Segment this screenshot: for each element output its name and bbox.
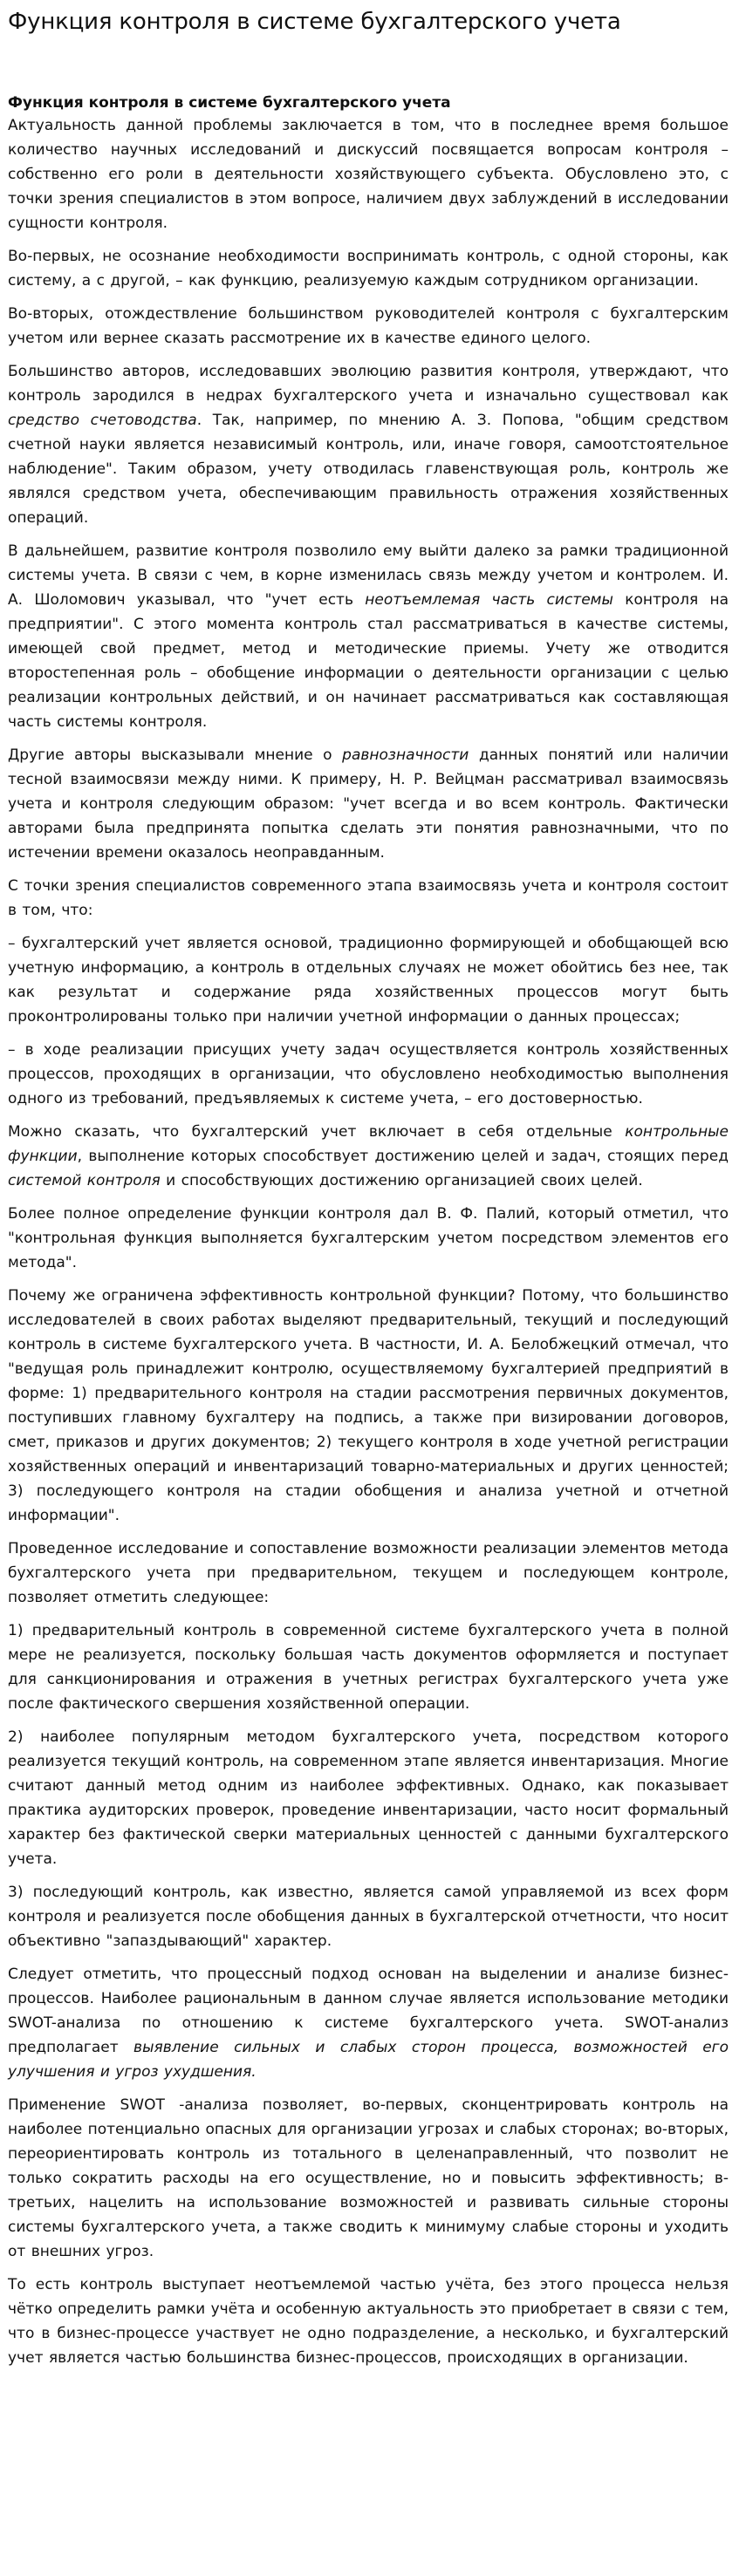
paragraph-swot-application: Применение SWOT -анализа позволяет, во-первых, сконцентрировать контроль на наиболее потенциально опасных для организации угрозах и слабых сторонах; во-вторых, переориентировать контроль из тотального в целенаправленный, что позволит не только сократить расходы на его осуществление, но и повысить эффективность; в-третьих, нацелить на использование возможностей и развивать сильные стороны системы бухгалтерского учета, а также сводить к минимуму слабые стороны и уходить от внешних угроз. bbox=[8, 2096, 729, 2260]
paragraph-first-misconception: Во-первых, не осознание необходимости воспринимать контроль, с одной стороны, как систему, а с другой, – как функцию, реализуемую каждым сотрудником организации. bbox=[8, 248, 729, 290]
paragraph-paliy-definition: Более полное определение функции контроля дал В. Ф. Палий, который отметил, что "контрольная функция выполняется бухгалтерским учетом посредством элементов его метода". bbox=[8, 1205, 729, 1271]
paragraph-origin-of-control: Большинство авторов, исследовавших эволюцию развития контроля, утверждают, что контроль зародился в недрах бухгалтерского учета и изначально существовал как средство счетоводства. Так, например, по мнению А. З. Попова, "общим средством счетной науки является независимый контроль, или, иначе говоря, самоотстоятельное наблюдение". Таким образом, учету отводилась главенствующая роль, контроль же являлся средством учета, обеспечивающим правильность отражения хозяйственных операций. bbox=[8, 363, 729, 527]
list-item-reliability: – в ходе реализации присущих учету задач осуществляется контроль хозяйственных процессов, проходящих в организации, что обусловлено необходимостью выполнения одного из требований, предъявляемых к системе учета, – его достоверностью. bbox=[8, 1041, 729, 1107]
list-item-subsequent-control: 3) последующий контроль, как известно, является самой управляемой из всех форм контроля и реализуется после обобщения данных в бухгалтерской отчетности, что носит объективно "запаздывающий" характер. bbox=[8, 1884, 729, 1950]
emphasis-text: выявление сильных и слабых сторон процесса, возможностей его улучшения и угроз ухудшения. bbox=[8, 2039, 729, 2081]
paragraph-second-misconception: Во-вторых, отождествление большинством руководителей контроля с бухгалтерским учетом или вернее сказать рассмотрение их в качестве единого целого. bbox=[8, 305, 729, 347]
emphasis-text: системой контроля bbox=[8, 1172, 161, 1189]
emphasis-text: неотъемлемая часть системы bbox=[365, 591, 613, 609]
paragraph-control-functions: Можно сказать, что бухгалтерский учет включает в себя отдельные контрольные функции, выполнение которых способствует достижению целей и задач, стоящих перед системой контроля и способствующих достижению организацией своих целей. bbox=[8, 1123, 729, 1189]
list-item-preliminary-control: 1) предварительный контроль в современной системе бухгалтерского учета в полной мере не реализуется, поскольку большая часть документов оформляется и поступает для санкционирования и отражения в учетных регистрах бухгалтерского учета уже после фактического свершения хозяйственной операции. bbox=[8, 1622, 729, 1713]
list-item-accounting-basis: – бухгалтерский учет является основой, традиционно формирующей и обобщающей всю учетную информацию, а контроль в отдельных случаях не может обойтись без нее, так как результат и содержание ряда хозяйственных процессов могут быть проконтролированы только при наличии учетной информации о данных процессах; bbox=[8, 935, 729, 1026]
paragraph-conclusion: То есть контроль выступает неотъемлемой частью учёта, без этого процесса нельзя чётко определить рамки учёта и особенную актуальность это приобретает в связи с тем, что в бизнес-процессе участвует не одно подразделение, а несколько, и бухгалтерский учет является частью большинства бизнес-процессов, происходящих в организации. bbox=[8, 2276, 729, 2367]
emphasis-text: контрольные функции bbox=[8, 1123, 729, 1165]
paragraph-comparison: Проведенное исследование и сопоставление возможности реализации элементов метода бухгалтерского учета при предварительном, текущем и последующем контроле, позволяет отметить следующее: bbox=[8, 1540, 729, 1606]
paragraph-equivalence: Другие авторы высказывали мнение о равнозначности данных понятий или наличии тесной взаимосвязи между ними. К примеру, Н. Р. Вейцман рассматривал взаимосвязь учета и контроля следующим образом: "учет всегда и во всем контроль. Фактически авторами была предпринята попытка сделать эти понятия равнозначными, что по истечении времени оказалось неоправданным. bbox=[8, 746, 729, 862]
paragraph-limited-efficiency: Почему же ограничена эффективность контрольной функции? Потому, что большинство исследователей в своих работах выделяют предварительный, текущий и последующий контроль в системе бухгалтерского учета. В частности, И. А. Белобжецкий отмечал, что "ведущая роль принадлежит контролю, осуществляемому бухгалтерией предприятий в форме: 1) предварительного контроля на стадии рассмотрения первичных документов, поступивших главному бухгалтеру на подпись, а также при визировании договоров, смет, приказов и других документов; 2) текущего контроля в ходе учетной регистрации хозяйственных операций и инвентаризаций товарно-материальных и других ценностей; 3) последующего контроля на стадии обобщения и анализа учетной и отчетной информации". bbox=[8, 1287, 729, 1524]
article-heading: Функция контроля в системе бухгалтерского учета bbox=[8, 94, 451, 112]
paragraph-swot: Следует отметить, что процессный подход основан на выделении и анализе бизнес-процессов. Наиболее рациональным в данном случае является использование методики SWOT-анализа по отношению к системе бухгалтерского учета. SWOT-анализ предполагает выявление сильных и слабых сторон процесса, возможностей его улучшения и угроз ухудшения. bbox=[8, 1966, 729, 2081]
emphasis-text: равнозначности bbox=[342, 746, 469, 764]
list-item-current-control: 2) наиболее популярным методом бухгалтерского учета, посредством которого реализуется текущий контроль, на современном этапе является инвентаризация. Многие считают данный метод одним из наиболее эффективных. Однако, как показывает практика аудиторских проверок, проведение инвентаризации, часто носит формальный характер без фактической сверки материальных ценностей с данными бухгалтерского учета. bbox=[8, 1728, 729, 1868]
paragraph-modern-view: С точки зрения специалистов современного этапа взаимосвязь учета и контроля состоит в том, что: bbox=[8, 877, 729, 919]
page-title: Функция контроля в системе бухгалтерского учета bbox=[8, 9, 621, 35]
paragraph-further-development: В дальнейшем, развитие контроля позволило ему выйти далеко за рамки традиционной системы учета. В связи с чем, в корне изменилась связь между учетом и контролем. И. А. Шоломович указывал, что "учет есть неотъемлемая часть системы контроля на предприятии". С этого момента контроль стал рассматриваться в качестве системы, имеющей свой предмет, метод и методические приемы. Учету же отводится второстепенная роль – обобщение информации о деятельности организации с целью реализации контрольных действий, и он начинает рассматриваться как составляющая часть системы контроля. bbox=[8, 542, 729, 731]
article-body bbox=[8, 93, 729, 2370]
paragraph-relevance: Актуальность данной проблемы заключается в том, что в последнее время большое количество научных исследований и дискуссий посвящается вопросам контроля – собственно его роли в деятельности хозяйствующего субъекта. Обусловлено это, с точки зрения специалистов в этом вопросе, наличием двух заблуждений в исследовании сущности контроля. bbox=[8, 117, 729, 232]
emphasis-text: средство счетоводства bbox=[8, 412, 197, 429]
